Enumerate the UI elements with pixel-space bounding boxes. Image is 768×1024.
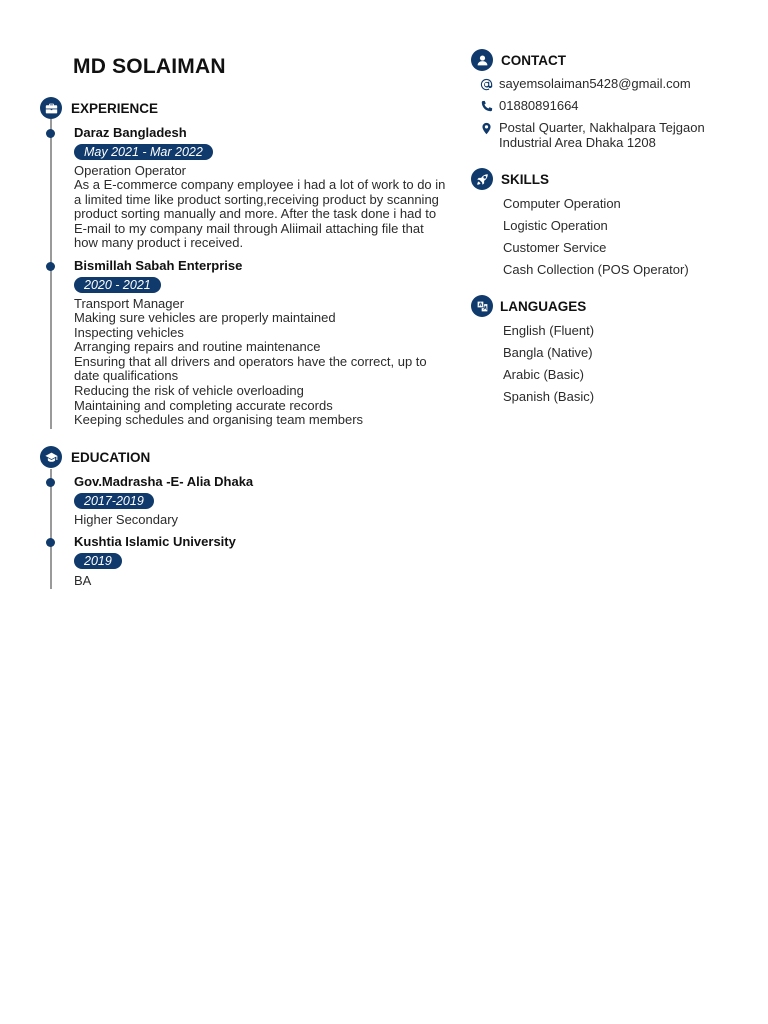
description-line: how many product i received. bbox=[74, 235, 244, 251]
contact-address bbox=[499, 121, 705, 150]
job-role: Transport Manager bbox=[74, 296, 185, 311]
timeline-dot bbox=[46, 478, 55, 487]
job-role: Operation Operator bbox=[74, 163, 187, 178]
skill-item: Logistic Operation bbox=[503, 218, 608, 233]
contact-phone[interactable]: 01880891664 bbox=[499, 98, 579, 113]
phone-icon bbox=[478, 98, 494, 114]
education-timeline bbox=[50, 469, 52, 589]
timeline-dot bbox=[46, 262, 55, 271]
contact-email[interactable]: sayemsolaiman5428@gmail.com bbox=[499, 76, 691, 91]
contact-heading: CONTACT bbox=[501, 53, 566, 68]
description-line: a limited time like product sorting,receiving product by scanning bbox=[74, 191, 439, 207]
education-school: Kushtia Islamic University bbox=[74, 534, 236, 549]
language-item: Arabic (Basic) bbox=[503, 367, 584, 382]
briefcase-icon bbox=[40, 97, 62, 119]
education-dates-badge: 2019 bbox=[74, 553, 122, 569]
education-heading: EDUCATION bbox=[71, 450, 151, 465]
job-dates-badge: 2020 - 2021 bbox=[74, 277, 161, 293]
education-school: Gov.Madrasha -E- Alia Dhaka bbox=[74, 474, 254, 489]
rocket-icon bbox=[471, 168, 493, 190]
timeline-dot bbox=[46, 538, 55, 547]
skills-heading: SKILLS bbox=[501, 172, 550, 187]
job-description bbox=[74, 178, 466, 251]
duty-line: Arranging repairs and routine maintenance bbox=[74, 339, 321, 355]
job-duties bbox=[74, 311, 466, 428]
language-item: English (Fluent) bbox=[503, 323, 595, 338]
skill-item: Computer Operation bbox=[503, 196, 621, 211]
duty-line: Reducing the risk of vehicle overloading bbox=[74, 382, 304, 398]
experience-heading: EXPERIENCE bbox=[71, 101, 159, 116]
location-pin-icon bbox=[478, 120, 494, 136]
duty-line: Ensuring that all drivers and operators have the correct, up to bbox=[74, 353, 427, 369]
at-sign-icon bbox=[478, 76, 494, 92]
user-icon bbox=[471, 49, 493, 71]
job-dates-badge: May 2021 - Mar 2022 bbox=[74, 144, 213, 160]
languages-heading: LANGUAGES bbox=[500, 299, 587, 314]
job-company: Bismillah Sabah Enterprise bbox=[74, 258, 243, 273]
education-degree: Higher Secondary bbox=[74, 512, 179, 527]
graduation-cap-icon bbox=[40, 446, 62, 468]
job-company: Daraz Bangladesh bbox=[74, 125, 187, 140]
education-dates-badge: 2017-2019 bbox=[74, 493, 154, 509]
duty-line: Inspecting vehicles bbox=[74, 324, 184, 340]
duty-line: date qualifications bbox=[74, 368, 179, 384]
skill-item: Cash Collection (POS Operator) bbox=[503, 262, 689, 277]
duty-line: Making sure vehicles are properly maintained bbox=[74, 310, 336, 325]
education-degree: BA bbox=[74, 573, 92, 588]
timeline-dot bbox=[46, 129, 55, 138]
address-line: Industrial Area Dhaka 1208 bbox=[499, 134, 656, 150]
skill-item: Customer Service bbox=[503, 240, 607, 255]
language-item: Spanish (Basic) bbox=[503, 389, 595, 404]
translate-icon bbox=[471, 295, 493, 317]
description-line: As a E-commerce company employee i had a lot of work to do in bbox=[74, 177, 446, 192]
address-line: Postal Quarter, Nakhalpara Tejgaon bbox=[499, 120, 705, 135]
duty-line: Keeping schedules and organising team members bbox=[74, 412, 364, 428]
candidate-name: MD SOLAIMAN bbox=[73, 55, 226, 78]
duty-line: Maintaining and completing accurate records bbox=[74, 397, 333, 413]
experience-timeline bbox=[50, 119, 52, 429]
language-item: Bangla (Native) bbox=[503, 345, 593, 360]
description-line: product sorting manually and more. After the task done i had to bbox=[74, 206, 437, 222]
description-line: E-mail to my company mail through Aliimail attaching file that bbox=[74, 220, 424, 236]
